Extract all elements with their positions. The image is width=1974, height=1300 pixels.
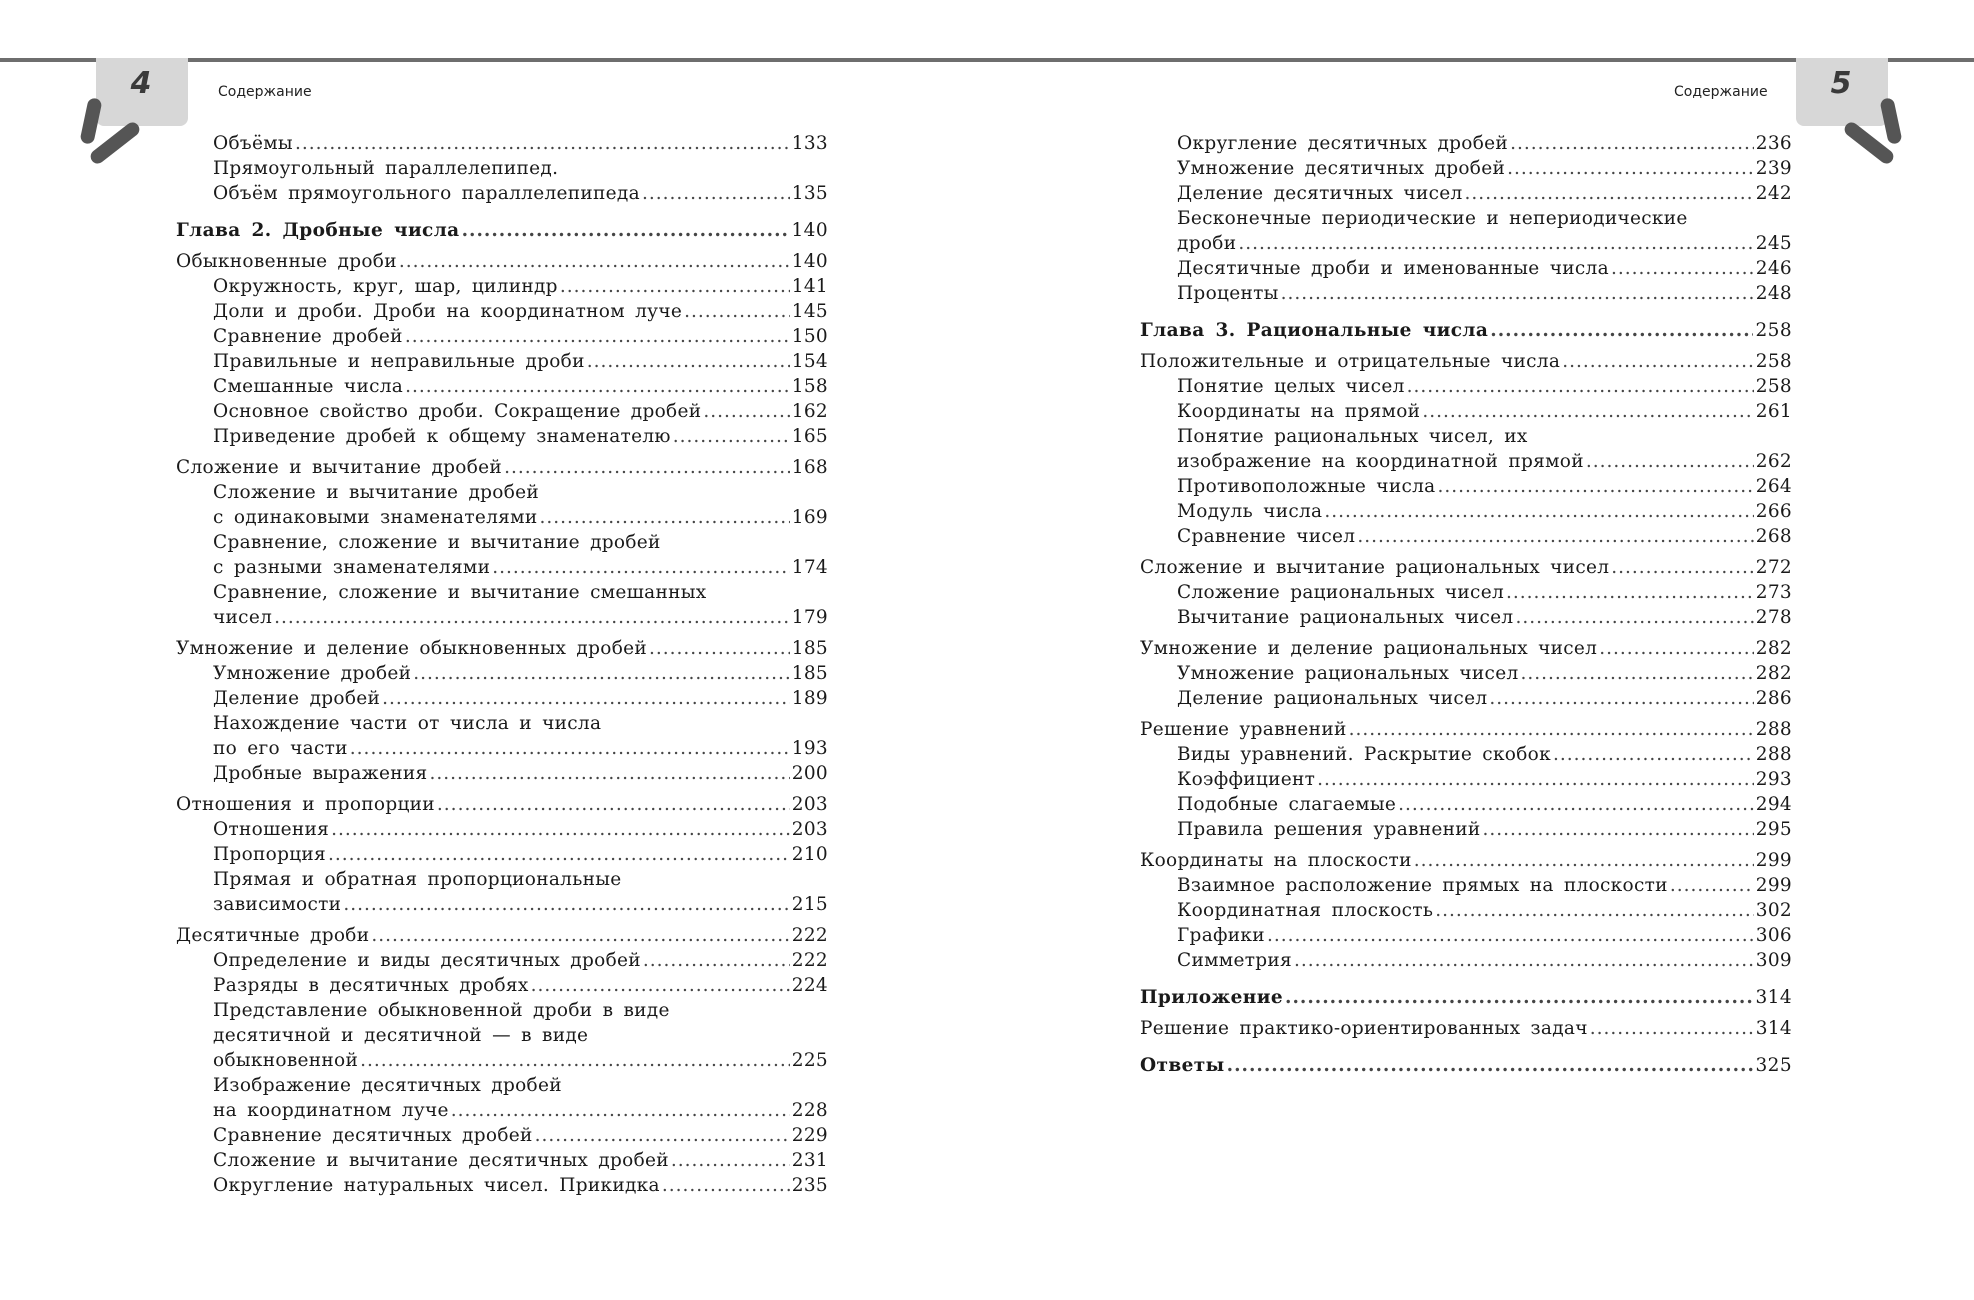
toc-entry-title: Умножение дробей — [213, 663, 412, 684]
toc-page-number: 200 — [791, 763, 828, 784]
toc-entry — [176, 761, 828, 786]
toc-entry — [176, 530, 828, 580]
toc-entry — [1140, 985, 1792, 1010]
toc-page-number: 154 — [791, 351, 828, 372]
toc-entry — [176, 817, 828, 842]
dot-leader — [371, 923, 789, 948]
toc-entry — [1140, 717, 1792, 742]
toc-entry-title: Пропорция — [213, 844, 327, 865]
toc-page-number: 302 — [1755, 900, 1792, 921]
toc-entry-title: Сложение рациональных чисел — [1177, 582, 1505, 603]
toc-entry — [1140, 374, 1792, 399]
dot-leader — [1267, 923, 1754, 948]
toc-entry-title: обыкновенной — [213, 1050, 359, 1071]
bookmark-hook-icon — [1879, 97, 1902, 145]
top-rule — [0, 58, 1974, 62]
toc-page-number: 185 — [791, 663, 828, 684]
toc-entry — [176, 998, 828, 1073]
toc-entry-title: Координаты на плоскости — [1140, 850, 1412, 871]
toc-entry-title-line: Бесконечные периодические и непериодические — [1177, 208, 1688, 229]
dot-leader — [662, 1173, 790, 1198]
toc-page-number: 261 — [1755, 401, 1792, 422]
toc-page-number: 222 — [791, 925, 828, 946]
toc-page-number: 246 — [1755, 258, 1792, 279]
toc-entry — [1140, 181, 1792, 206]
toc-page-number: 141 — [791, 276, 828, 297]
toc-entry-title: Ответы — [1140, 1055, 1225, 1076]
page-number-left: 4 — [130, 66, 152, 101]
toc-entry-title: Деление рациональных чисел — [1177, 688, 1488, 709]
toc-page-number: 268 — [1755, 526, 1792, 547]
dot-leader — [1611, 256, 1754, 281]
dot-leader — [1515, 605, 1753, 630]
dot-leader — [405, 374, 790, 399]
toc-column-left — [176, 131, 828, 1198]
toc-entry — [1140, 636, 1792, 661]
dot-leader — [1422, 399, 1753, 424]
toc-page-number: 282 — [1755, 663, 1792, 684]
dot-leader — [504, 455, 790, 480]
toc-entry-title: Приложение — [1140, 987, 1283, 1008]
dot-leader — [1324, 499, 1753, 524]
toc-page-number: 294 — [1755, 794, 1792, 815]
toc-entry — [176, 131, 828, 156]
page-number-badge-right — [1786, 58, 1896, 154]
toc-entry-title: Умножение рациональных чисел — [1177, 663, 1519, 684]
toc-page-number: 189 — [791, 688, 828, 709]
dot-leader — [1510, 131, 1754, 156]
dot-leader — [295, 131, 790, 156]
toc-page-number: 133 — [791, 133, 828, 154]
dot-leader — [1553, 742, 1754, 767]
dot-leader — [1435, 898, 1754, 923]
toc-page-number: 258 — [1755, 351, 1792, 372]
toc-entry-title: Решение практико-ориентированных задач — [1140, 1018, 1588, 1039]
toc-entry — [176, 686, 828, 711]
dot-leader — [1357, 524, 1753, 549]
dot-leader — [1285, 985, 1753, 1010]
toc-entry — [176, 1148, 828, 1173]
dot-leader — [1227, 1053, 1754, 1078]
toc-entry-title: Приведение дробей к общему знаменателю — [213, 426, 671, 447]
toc-entry-title: Глава 3. Рациональные числа — [1140, 320, 1489, 341]
toc-page-number: 258 — [1755, 320, 1792, 341]
toc-entry-title: Модуль числа — [1177, 501, 1323, 522]
toc-page-number: 169 — [791, 507, 828, 528]
toc-entry-title: Разряды в десятичных дробях — [213, 975, 529, 996]
toc-entry — [176, 480, 828, 530]
toc-page-number: 203 — [791, 794, 828, 815]
dot-leader — [535, 1123, 790, 1148]
toc-entry — [1140, 661, 1792, 686]
dot-leader — [684, 299, 790, 324]
dot-leader — [1599, 636, 1754, 661]
toc-entry — [1140, 499, 1792, 524]
toc-entry-title: с разными знаменателями — [213, 557, 491, 578]
toc-page-number: 224 — [791, 975, 828, 996]
toc-entry-title-line: Сравнение, сложение и вычитание дробей — [213, 532, 661, 553]
dot-leader — [328, 842, 790, 867]
dot-leader — [1465, 181, 1754, 206]
toc-page-number: 293 — [1755, 769, 1792, 790]
toc-column-right — [1140, 131, 1792, 1078]
toc-entry — [1140, 898, 1792, 923]
toc-entry-title: дроби — [1177, 233, 1237, 254]
dot-leader — [642, 181, 790, 206]
toc-entry-title: Противоположные числа — [1177, 476, 1436, 497]
toc-page-number: 245 — [1755, 233, 1792, 254]
toc-entry — [176, 867, 828, 917]
toc-entry — [176, 973, 828, 998]
dot-leader — [1317, 767, 1754, 792]
toc-entry-title: Сравнение чисел — [1177, 526, 1356, 547]
dot-leader — [531, 973, 790, 998]
toc-entry-title: Округление натуральных чисел. Прикидка — [213, 1175, 660, 1196]
toc-entry-title: Отношения — [213, 819, 330, 840]
toc-entry — [176, 711, 828, 761]
dot-leader — [382, 686, 790, 711]
toc-page-number: 288 — [1755, 744, 1792, 765]
toc-entry-title: Положительные и отрицательные числа — [1140, 351, 1561, 372]
toc-entry — [1140, 555, 1792, 580]
dot-leader — [1238, 231, 1753, 256]
toc-entry — [176, 455, 828, 480]
toc-entry-title: Смешанные числа — [213, 376, 404, 397]
dot-leader — [360, 1048, 790, 1073]
toc-page-number: 158 — [791, 376, 828, 397]
dot-leader — [399, 249, 790, 274]
toc-entry — [1140, 349, 1792, 374]
toc-entry-title: Сравнение десятичных дробей — [213, 1125, 533, 1146]
toc-entry — [1140, 580, 1792, 605]
toc-entry — [1140, 923, 1792, 948]
toc-entry-title: Прямоугольный параллелепипед. — [213, 158, 559, 179]
toc-page-number: 286 — [1755, 688, 1792, 709]
toc-entry-title-line: Изображение десятичных дробей — [213, 1075, 562, 1096]
toc-entry — [176, 1173, 828, 1198]
dot-leader — [643, 948, 790, 973]
toc-page-number: 150 — [791, 326, 828, 347]
toc-entry — [176, 181, 828, 206]
toc-entry — [1140, 206, 1792, 256]
toc-entry-title: на координатном луче — [213, 1100, 449, 1121]
toc-entry-title: Правила решения уравнений — [1177, 819, 1481, 840]
toc-entry — [176, 374, 828, 399]
toc-page-number: 203 — [791, 819, 828, 840]
toc-entry-title: Доли и дроби. Дроби на координатном луче — [213, 301, 683, 322]
toc-page-number: 282 — [1755, 638, 1792, 659]
toc-page-number: 258 — [1755, 376, 1792, 397]
toc-entry-title: Координаты на прямой — [1177, 401, 1421, 422]
dot-leader — [1398, 792, 1754, 817]
dot-leader — [1438, 474, 1754, 499]
toc-entry — [1140, 742, 1792, 767]
dot-leader — [350, 736, 790, 761]
toc-entry — [1140, 1053, 1792, 1078]
toc-page-number: 288 — [1755, 719, 1792, 740]
toc-entry-title: Сложение и вычитание рациональных чисел — [1140, 557, 1610, 578]
toc-page-number: 273 — [1755, 582, 1792, 603]
toc-entry — [176, 324, 828, 349]
toc-entry-title: Определение и виды десятичных дробей — [213, 950, 641, 971]
toc-page-number: 140 — [791, 220, 828, 241]
toc-entry — [1140, 131, 1792, 156]
toc-entry-title: Основное свойство дроби. Сокращение дробей — [213, 401, 702, 422]
toc-entry-title: Координатная плоскость — [1177, 900, 1434, 921]
toc-entry — [176, 923, 828, 948]
toc-page-number: 236 — [1755, 133, 1792, 154]
toc-page-number: 174 — [791, 557, 828, 578]
toc-entry — [1140, 399, 1792, 424]
dot-leader — [437, 792, 790, 817]
toc-entry-title-line: Представление обыкновенной дроби в виде — [213, 1000, 670, 1021]
toc-entry — [176, 274, 828, 299]
toc-entry — [176, 349, 828, 374]
toc-page-number: 135 — [791, 183, 828, 204]
toc-entry-title: Коэффициент — [1177, 769, 1316, 790]
toc-page-number: 314 — [1755, 1018, 1792, 1039]
toc-entry — [176, 249, 828, 274]
page-number-right: 5 — [1830, 66, 1852, 101]
toc-entry-title-line: Прямая и обратная пропорциональные — [213, 869, 622, 890]
toc-page-number: 242 — [1755, 183, 1792, 204]
dot-leader — [1294, 948, 1754, 973]
toc-entry-title: Понятие целых чисел — [1177, 376, 1405, 397]
toc-entry — [1140, 524, 1792, 549]
toc-page-number: 248 — [1755, 283, 1792, 304]
toc-entry — [176, 399, 828, 424]
toc-entry-title: Правильные и неправильные дроби — [213, 351, 585, 372]
toc-page-number: 235 — [791, 1175, 828, 1196]
toc-entry-title: чисел — [213, 607, 273, 628]
toc-entry-title-line: Нахождение части от числа и числа — [213, 713, 602, 734]
dot-leader — [413, 661, 790, 686]
toc-entry — [176, 636, 828, 661]
toc-page-number: 165 — [791, 426, 828, 447]
toc-entry-title: Объём прямоугольного параллелепипеда — [213, 183, 640, 204]
toc-page-number: 309 — [1755, 950, 1792, 971]
toc-page-number: 222 — [791, 950, 828, 971]
dot-leader — [587, 349, 790, 374]
toc-page-number: 272 — [1755, 557, 1792, 578]
dot-leader — [1586, 449, 1754, 474]
toc-entry — [1140, 848, 1792, 873]
dot-leader — [539, 505, 789, 530]
dot-leader — [343, 892, 789, 917]
dot-leader — [1414, 848, 1754, 873]
dot-leader — [451, 1098, 790, 1123]
toc-entry — [1140, 281, 1792, 306]
toc-entry-title: Подобные слагаемые — [1177, 794, 1397, 815]
toc-entry-title-line: Понятие рациональных чисел, их — [1177, 426, 1528, 447]
toc-entry-title: изображение на координатной прямой — [1177, 451, 1584, 472]
toc-entry-title: Окружность, круг, шар, цилиндр — [213, 276, 558, 297]
toc-page-number: 145 — [791, 301, 828, 322]
toc-entry — [1140, 605, 1792, 630]
toc-entry — [176, 842, 828, 867]
dot-leader — [673, 424, 790, 449]
toc-entry-title: зависимости — [213, 894, 342, 915]
dot-leader — [1507, 156, 1754, 181]
toc-page-number: 140 — [791, 251, 828, 272]
toc-entry-title-line: Сравнение, сложение и вычитание смешанных — [213, 582, 707, 603]
toc-page-number: 185 — [791, 638, 828, 659]
toc-page-number: 225 — [791, 1050, 828, 1071]
toc-entry — [176, 580, 828, 630]
toc-entry-title: Вычитание рациональных чисел — [1177, 607, 1514, 628]
toc-entry-title-line: Сложение и вычитание дробей — [213, 482, 540, 503]
toc-entry — [176, 218, 828, 243]
dot-leader — [649, 636, 790, 661]
toc-entry — [1140, 318, 1792, 343]
toc-page-number: 299 — [1755, 850, 1792, 871]
toc-entry-title: Сложение и вычитание дробей — [176, 457, 503, 478]
toc-entry-title: Проценты — [1177, 283, 1279, 304]
dot-leader — [671, 1148, 790, 1173]
dot-leader — [492, 555, 790, 580]
toc-entry-title: Отношения и пропорции — [176, 794, 435, 815]
dot-leader — [1562, 349, 1754, 374]
dot-leader — [429, 761, 789, 786]
toc-entry-title: Объёмы — [213, 133, 293, 154]
toc-page-number: 239 — [1755, 158, 1792, 179]
dot-leader — [1521, 661, 1754, 686]
toc-entry-title: Дробные выражения — [213, 763, 428, 784]
toc-entry-title: Виды уравнений. Раскрытие скобок — [1177, 744, 1551, 765]
toc-page-number: 264 — [1755, 476, 1792, 497]
toc-page-number: 193 — [791, 738, 828, 759]
toc-entry-title: Округление десятичных дробей — [1177, 133, 1509, 154]
toc-page-number: 278 — [1755, 607, 1792, 628]
toc-entry — [176, 299, 828, 324]
toc-entry — [176, 1073, 828, 1123]
toc-entry — [1140, 424, 1792, 474]
toc-entry — [1140, 767, 1792, 792]
toc-page-number: 162 — [791, 401, 828, 422]
toc-entry — [1140, 1016, 1792, 1041]
toc-page-number: 168 — [791, 457, 828, 478]
toc-entry-title: Сравнение дробей — [213, 326, 403, 347]
toc-entry — [1140, 686, 1792, 711]
toc-entry — [1140, 817, 1792, 842]
toc-entry — [176, 424, 828, 449]
dot-leader — [1670, 873, 1754, 898]
toc-entry — [1140, 792, 1792, 817]
toc-entry-title: Умножение и деление рациональных чисел — [1140, 638, 1598, 659]
toc-entry — [1140, 474, 1792, 499]
dot-leader — [1506, 580, 1754, 605]
toc-page-number: 266 — [1755, 501, 1792, 522]
toc-entry-title: Взаимное расположение прямых на плоскости — [1177, 875, 1668, 896]
toc-entry — [1140, 156, 1792, 181]
toc-page-number: 325 — [1755, 1055, 1792, 1076]
dot-leader — [1407, 374, 1754, 399]
toc-entry-title: Глава 2. Дробные числа — [176, 220, 460, 241]
toc-page-number: 215 — [791, 894, 828, 915]
toc-entry — [176, 156, 828, 181]
dot-leader — [1590, 1016, 1754, 1041]
toc-entry-title: Деление дробей — [213, 688, 381, 709]
running-head-left: Содержание — [218, 84, 312, 100]
toc-page-number: 179 — [791, 607, 828, 628]
toc-page-number: 306 — [1755, 925, 1792, 946]
toc-entry-title: Обыкновенные дроби — [176, 251, 397, 272]
dot-leader — [331, 817, 790, 842]
toc-entry — [1140, 873, 1792, 898]
dot-leader — [1489, 686, 1753, 711]
toc-entry-title: Десятичные дроби и именованные числа — [1177, 258, 1609, 279]
dot-leader — [274, 605, 790, 630]
toc-page-number: 262 — [1755, 451, 1792, 472]
running-head-right: Содержание — [1674, 84, 1768, 100]
toc-entry-title: по его части — [213, 738, 348, 759]
toc-entry — [1140, 948, 1792, 973]
dot-leader — [1483, 817, 1754, 842]
toc-entry — [176, 661, 828, 686]
toc-entry-title: Решение уравнений — [1140, 719, 1347, 740]
dot-leader — [405, 324, 790, 349]
toc-page-number: 229 — [791, 1125, 828, 1146]
toc-page-number: 295 — [1755, 819, 1792, 840]
toc-entry-title: Графики — [1177, 925, 1265, 946]
dot-leader — [1490, 318, 1753, 343]
toc-entry — [176, 948, 828, 973]
dot-leader — [703, 399, 789, 424]
toc-page-number: 228 — [791, 1100, 828, 1121]
toc-entry-title: Десятичные дроби — [176, 925, 370, 946]
toc-entry-title: с одинаковыми знаменателями — [213, 507, 538, 528]
dot-leader — [462, 218, 790, 243]
toc-entry — [176, 792, 828, 817]
toc-page-number: 231 — [791, 1150, 828, 1171]
toc-entry — [1140, 256, 1792, 281]
toc-page-number: 314 — [1755, 987, 1792, 1008]
toc-entry-title: Сложение и вычитание десятичных дробей — [213, 1150, 669, 1171]
toc-page-number: 210 — [791, 844, 828, 865]
toc-entry-title: Симметрия — [1177, 950, 1292, 971]
toc-entry — [176, 1123, 828, 1148]
toc-page-number: 299 — [1755, 875, 1792, 896]
toc-entry-title: Деление десятичных чисел — [1177, 183, 1463, 204]
toc-entry-title-line: десятичной и десятичной — в виде — [213, 1025, 589, 1046]
dot-leader — [560, 274, 790, 299]
dot-leader — [1611, 555, 1754, 580]
toc-entry-title: Умножение и деление обыкновенных дробей — [176, 638, 648, 659]
dot-leader — [1281, 281, 1754, 306]
toc-entry-title: Умножение десятичных дробей — [1177, 158, 1506, 179]
dot-leader — [1349, 717, 1754, 742]
